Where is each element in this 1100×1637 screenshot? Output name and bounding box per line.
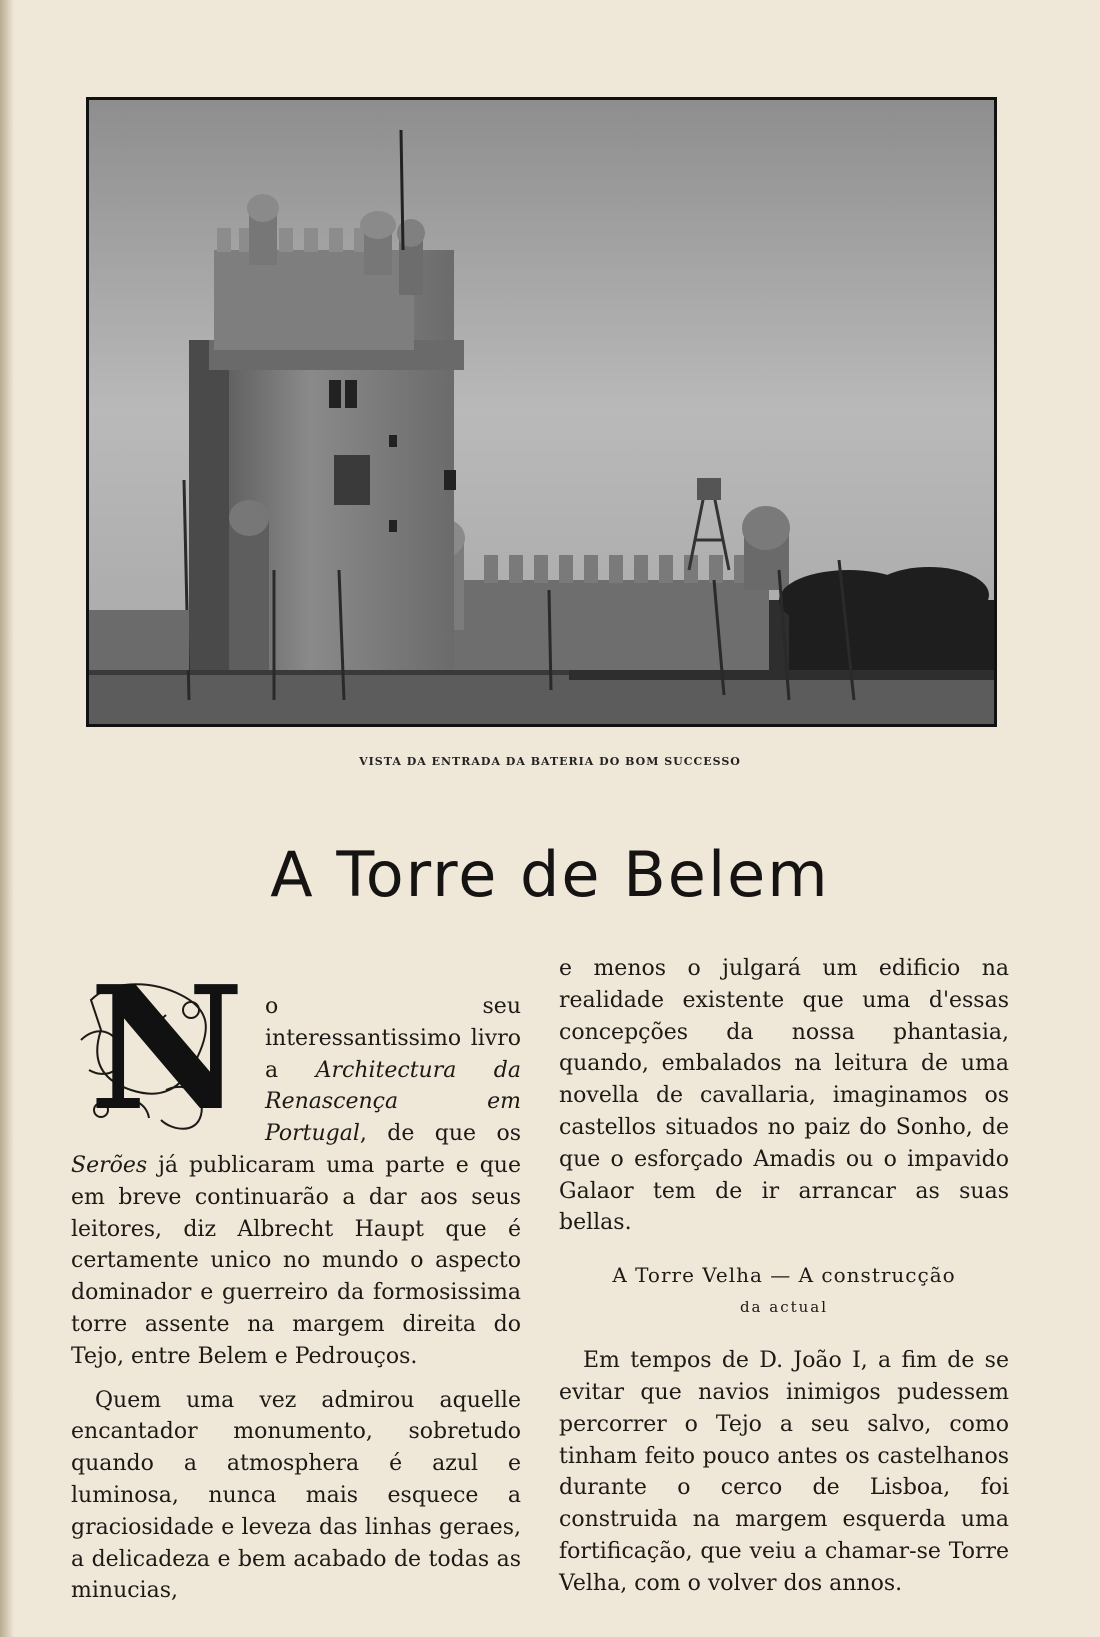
paragraph-2: Quem uma vez admirou aquelle encantador monumento, sobretudo quando a atmosphera é azul e luminosa, nunca mais esquece a graciosidade e leveza das linhas geraes, a delicadeza e bem acabado de todas as minucias,: [71, 1387, 521, 1604]
section-heading-main: A Torre Velha — A construcção: [612, 1263, 956, 1288]
page-binding-edge: [0, 0, 14, 1637]
photo-caption: VISTA DA ENTRADA DA BATERIA DO BOM SUCCESSO: [359, 755, 741, 768]
dropcap-letter: N: [89, 949, 245, 1149]
dropcap-ornament: [71, 949, 251, 1149]
section-heading: [559, 1259, 1009, 1323]
left-column: [71, 949, 522, 1607]
article-title: A Torre de Belem: [270, 838, 830, 911]
p1-lead: o seu interessantissimo livro a: [265, 994, 521, 1083]
right-column: [559, 955, 1009, 1600]
magazine-name: Serões: [71, 1152, 148, 1178]
photo-torre-de-belem: [86, 97, 997, 727]
paragraph-3: e menos o julgará um edificio na realidade existente que uma d'essas concepções da nossa phantasia, quando, embalados na leitura de uma novella de cavallaria, imaginamos os castellos situados no paiz do Sonho, de que o esforçado Amadis ou o impavido Galaor tem de ir arrancar as suas bellas.: [559, 956, 1009, 1236]
tower-illustration: [89, 100, 994, 724]
p1-mid: , de que os: [359, 1121, 521, 1147]
paragraph-4: Em tempos de D. João I, a fim de se evitar que navios inimigos pudessem percorrer o Tejo a seu salvo, como tinham feito pouco antes os castelhanos durante o cerco de Lisboa, foi construida na margem esquerda uma fortificação, que veiu a chamar-se Torre Velha, com o volver dos annos.: [559, 1348, 1009, 1596]
section-heading-sub: da actual: [739, 1298, 829, 1317]
book-title: Architectura da Renascença em Portugal: [265, 1057, 522, 1147]
p1-rest: já publicaram uma parte e que em breve continuarão a dar aos seus leitores, diz Albrecht Haupt que é certamente unico no mundo o aspecto dominador e guerreiro da formosissima torre assente na margem direita do Tejo, entre Belem e Pedrouços.: [71, 1152, 521, 1369]
